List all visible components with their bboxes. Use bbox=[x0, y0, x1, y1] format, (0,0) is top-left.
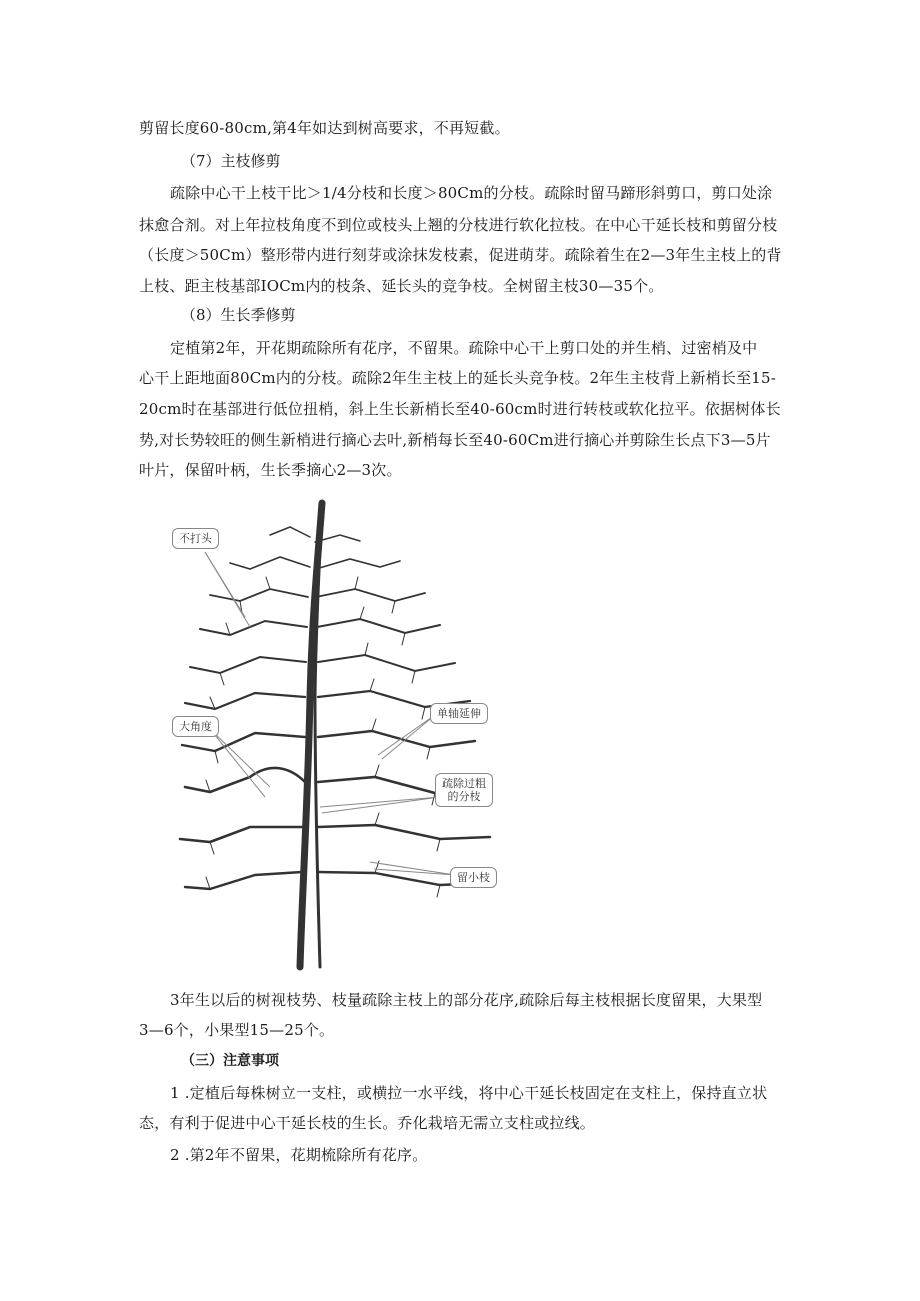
callout-remove-thick bbox=[435, 773, 493, 807]
text-line: 叶片，保留叶柄，生长季摘心2—3次。 bbox=[139, 461, 402, 479]
callout-wide-angle: 大角度 bbox=[172, 716, 219, 737]
text-line: 心干上距地面80Cm内的分枝。疏除2年生主枝上的延长头竞争枝。2年生主枝背上新梢长至15- bbox=[139, 369, 777, 387]
section-heading-7: （7）主枝修剪 bbox=[181, 152, 281, 170]
callout-remove-thick-line1: 疏除过粗 bbox=[442, 777, 486, 790]
callout-keep-small: 留小枝 bbox=[450, 867, 497, 888]
text-line: 3—6个，小果型15—25个。 bbox=[139, 1021, 335, 1039]
callout-no-topping: 不打头 bbox=[172, 528, 219, 549]
tree-pruning-figure bbox=[150, 497, 530, 977]
tree-illustration bbox=[150, 497, 530, 977]
text-line: 20cm时在基部进行低位扭梢，斜上生长新梢长至40-60cm时进行转枝或软化拉平。依据树体长 bbox=[139, 400, 781, 418]
section-heading-3: （三）注意事项 bbox=[181, 1053, 279, 1069]
text-line: 1 .定植后每株树立一支柱，或横拉一水平线，将中心干延长枝固定在支柱上，保持直立状 bbox=[170, 1084, 768, 1102]
text-line: （长度＞50Cm）整形带内进行刻芽或涂抹发枝素，促进萌芽。疏除着生在2—3年生主枝上的背 bbox=[139, 246, 782, 264]
text-line: 抹愈合剂。对上年拉枝角度不到位或枝头上翘的分枝进行软化拉枝。在中心干延长枝和剪留分枝 bbox=[139, 216, 778, 234]
text-line: 势,对长势较旺的侧生新梢进行摘心去叶,新梢每长至40-60Cm进行摘心并剪除生长点下3—5片 bbox=[139, 431, 771, 449]
text-line: 疏除中心干上枝干比＞1/4分枝和长度＞80Cm的分枝。疏除时留马蹄形斜剪口，剪口处涂 bbox=[170, 184, 773, 202]
text-line: 3年生以后的树视枝势、枝量疏除主枝上的部分花序,疏除后每主枝根据长度留果，大果型 bbox=[170, 991, 763, 1009]
text-line: 态，有利于促进中心干延长枝的生长。乔化栽培无需立支柱或拉线。 bbox=[139, 1114, 596, 1132]
section-heading-8: （8）生长季修剪 bbox=[181, 306, 296, 324]
text-line: 剪留长度60-80cm,第4年如达到树高要求，不再短截。 bbox=[139, 119, 510, 137]
callout-single-axis: 单轴延伸 bbox=[430, 703, 488, 724]
callout-remove-thick-line2: 的分枝 bbox=[447, 790, 481, 803]
text-line: 2 .第2年不留果，花期梳除所有花序。 bbox=[170, 1146, 428, 1164]
text-line: 定植第2年，开花期疏除所有花序，不留果。疏除中心干上剪口处的并生梢、过密梢及中 bbox=[170, 339, 758, 357]
text-line: 上枝、距主枝基部IOCm内的枝条、延长头的竞争枝。全树留主枝30—35个。 bbox=[139, 277, 664, 295]
